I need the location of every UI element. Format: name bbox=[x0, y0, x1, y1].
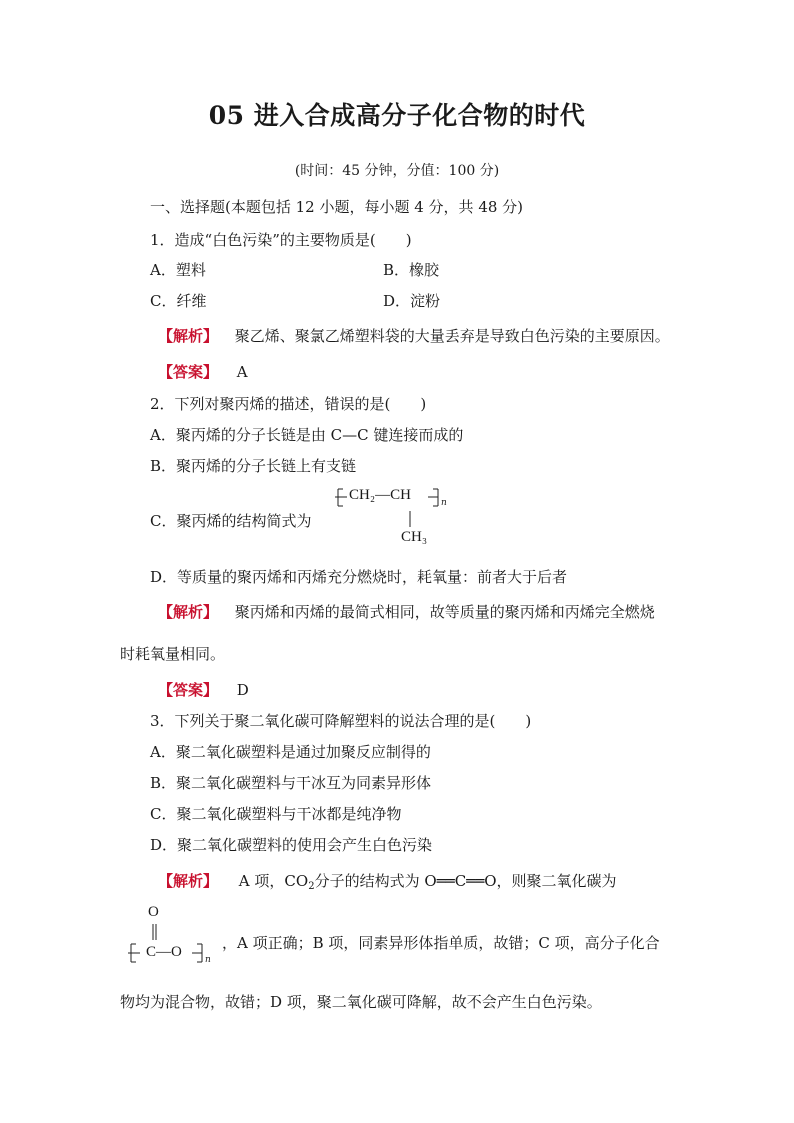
formula-methyl-branch: CH₃ bbox=[401, 529, 428, 545]
q3-analysis bbox=[158, 870, 617, 892]
formula-carbonyl-oxygen: O bbox=[148, 904, 159, 920]
q2-analysis bbox=[158, 601, 655, 622]
q1-stem: 1．造成“白色污染”的主要物质是( ) bbox=[150, 231, 412, 249]
q2-option-b: B．聚丙烯的分子长链上有支链 bbox=[150, 457, 357, 475]
q1-answer bbox=[158, 361, 248, 382]
answer-tag: 【答案】 bbox=[158, 363, 219, 381]
q3-option-d: D．聚二氧化碳塑料的使用会产生白色污染 bbox=[150, 836, 433, 854]
formula-repeat-n: n bbox=[441, 498, 447, 508]
q1-analysis bbox=[158, 325, 670, 346]
co2-subscript: 2 bbox=[308, 881, 315, 892]
q3-option-a: A．聚二氧化碳塑料是通过加聚反应制得的 bbox=[150, 743, 431, 761]
q1-option-c: C．纤维 bbox=[150, 292, 207, 310]
analysis-tag: 【解析】 bbox=[158, 603, 219, 621]
analysis-text: 聚丙烯和丙烯的最简式相同，故等质量的聚丙烯和丙烯完全燃烧 bbox=[234, 603, 655, 621]
q1-option-a: A．塑料 bbox=[150, 261, 206, 279]
q2-stem: 2．下列对聚丙烯的描述，错误的是( ) bbox=[150, 395, 427, 413]
answer-tag: 【答案】 bbox=[158, 681, 219, 699]
formula-main-chain: CH₂—CH bbox=[349, 487, 411, 503]
q3-analysis-continued: ，A 项正确；B 项，同素异形体指单质，故错；C 项，高分子化合 bbox=[222, 934, 660, 952]
q3-option-c: C．聚二氧化碳塑料与干冰都是纯净物 bbox=[150, 805, 402, 823]
analysis-tag: 【解析】 bbox=[158, 872, 219, 890]
section-heading: 一、选择题(本题包括 12 小题，每小题 4 分，共 48 分) bbox=[150, 198, 524, 216]
analysis-text-start: A 项，CO bbox=[238, 872, 309, 890]
answer-text: A bbox=[236, 363, 248, 381]
polypropylene-formula bbox=[335, 484, 455, 554]
q1-option-b: B．橡胶 bbox=[383, 261, 440, 279]
q2-analysis-continued: 时耗氧量相同。 bbox=[120, 645, 226, 663]
answer-text: D bbox=[236, 681, 249, 699]
document-title: 05 进入合成高分子化合物的时代 bbox=[208, 101, 586, 130]
q3-option-b: B．聚二氧化碳塑料与干冰互为同素异形体 bbox=[150, 774, 432, 792]
formula-repeat-n: n bbox=[205, 955, 211, 965]
q3-analysis-end: 物均为混合物，故错；D 项，聚二氧化碳可降解，故不会产生白色污染。 bbox=[120, 993, 602, 1011]
q1-option-d: D．淀粉 bbox=[383, 292, 441, 310]
analysis-text-rest: 分子的结构式为 O══C══O，则聚二氧化碳为 bbox=[314, 872, 617, 890]
q2-option-a: A．聚丙烯的分子长链是由 C—C 键连接而成的 bbox=[150, 426, 464, 444]
exam-meta: (时间：45 分钟，分值：100 分) bbox=[294, 163, 500, 179]
analysis-tag: 【解析】 bbox=[158, 327, 219, 345]
analysis-text: 聚乙烯、聚氯乙烯塑料袋的大量丢弃是导致白色污染的主要原因。 bbox=[234, 327, 670, 345]
q3-stem: 3．下列关于聚二氧化碳可降解塑料的说法合理的是( ) bbox=[150, 712, 532, 730]
q2-option-d: D．等质量的聚丙烯和丙烯充分燃烧时，耗氧量：前者大于后者 bbox=[150, 568, 568, 586]
formula-main-chain: C—O bbox=[146, 944, 182, 960]
q2-option-c: C．聚丙烯的结构简式为 bbox=[150, 512, 312, 530]
polycarbonate-formula bbox=[128, 902, 218, 968]
q2-answer bbox=[158, 679, 249, 700]
